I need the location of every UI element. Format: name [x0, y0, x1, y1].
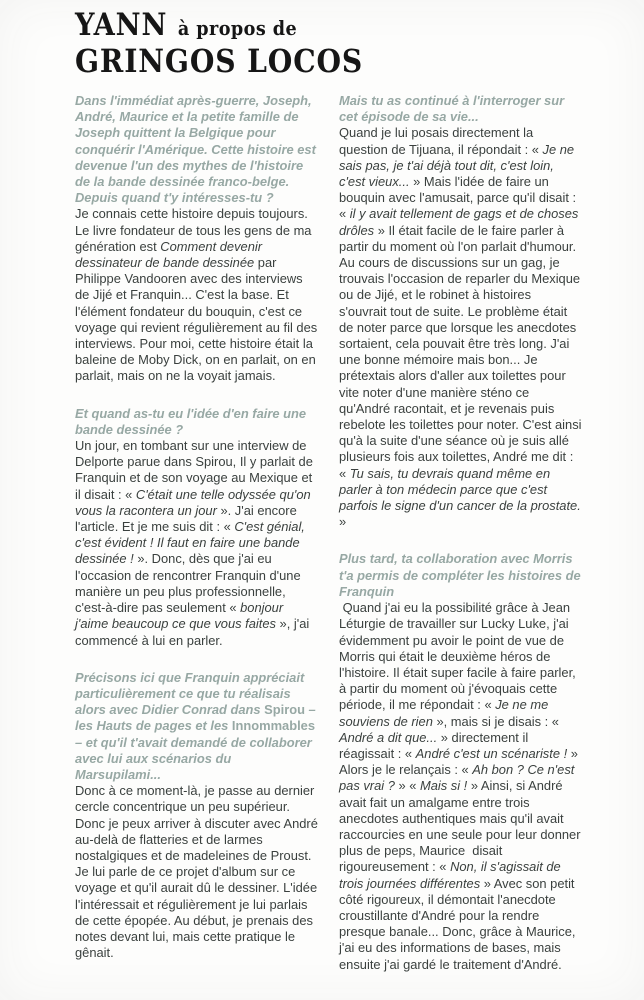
column-right: [339, 93, 586, 994]
qa-section: [75, 93, 321, 385]
article-title: [75, 7, 582, 80]
question-text: Mais tu as continué à l'interroger sur cet épisode de sa vie...: [339, 93, 568, 125]
answer-text: Je connais cette histoire depuis toujours. Le livre fondateur de tous les gens de ma génération est Comment devenir dessinateur de bande dessinée par Philippe Vandooren avec des interviews de Jijé et Franquin... C'est la base. Et l'élément fondateur du bouquin, c'est ce voyage qui revient régulièrement au fil des interviews. Pour moi, cette histoire était la baleine de Moby Dick, on en parlait, on en parlait, mais on ne la voyait jamais.: [75, 206, 321, 384]
work-title: GRINGOS LOCOS: [75, 42, 364, 80]
question-text: Plus tard, ta collaboration avec Morris t'a permis de compléter les histoires de Franquin: [339, 551, 585, 599]
title-line-1: [75, 7, 521, 43]
question-text: Dans l'immédiat après-guerre, Joseph, André, Maurice et la petite famille de Joseph quittent la Belgique pour conquérir l'Amérique. Cette histoire est devenue l'un des mythes de l'histoire de la bande dessinée franco-belge. Depuis quand t'y intéresses-tu ?: [75, 93, 320, 206]
qa-section: [339, 93, 586, 530]
interview-columns: [75, 93, 586, 994]
title-connector: à propos de: [177, 16, 298, 40]
interviewee-name: YANN: [75, 7, 168, 43]
qa-section: [75, 669, 322, 962]
question-text: Précisons ici que Franquin appréciait particulièrement ce que tu réalisais alors avec Didier Conrad dans Spirou – les Hauts de pages et les Innommables – et qu'il t'avait demandé de collaborer avec lui aux scénarios du Marsupilami...: [75, 669, 320, 782]
qa-section: [75, 406, 318, 649]
answer-text: Quand j'ai eu la possibilité grâce à Jean Léturgie de travailler sur Lucky Luke, j'ai évidemment pu avoir le point de vue de Morris qui était le deuxième héros de l'histoire. Il était super facile à faire parler, à partir du moment où j'évoquais cette période, il me répondait : « Je ne me souviens de rien », mais si je disais : « André a dit que... » directement il réagissait : « André c'est un scénariste ! » Alors je le relançais : « Ah bon ? Ce n'est pas vrai ? » « Mais si ! » Ainsi, si André avait fait un amalgame entre trois anecdotes authentiques mais qu'il avait raccourcies en une seule pour leur donner plus de peps, Maurice disait rigoureusement : « Non, il s'agissait de trois journées différentes » Avec son petit côté rigoureux, il démontait l'anecdote croustillante d'André pour la rendre presque banale... Donc, grâce à Maurice, j'ai eu des informations de bases, mais ensuite j'ai gardé le traitement d'André.: [339, 600, 585, 972]
question-text: Et quand as-tu eu l'idée d'en faire une bande dessinée ?: [75, 405, 310, 437]
answer-text: Donc à ce moment-là, je passe au dernier cercle concentrique un peu supérieur. Donc je peux arriver à discuter avec André au-delà de flatteries et de larmes nostalgiques et de madeleines de Proust. Je lui parle de ce projet d'album sur ce voyage et qu'il aurait dû le dessiner. L'idée l'intéressait et régulièrement je lui parlais de cette épopée. Au début, je prenais des notes devant lui, mais cette pratique le gênait.: [75, 783, 322, 961]
column-left: [75, 93, 322, 994]
qa-section: [339, 551, 585, 972]
answer-text: Quand je lui posais directement la question de Tijuana, il répondait : « Je ne sais pas, je t'ai déjà tout dit, c'est loin, c'est vieux... » Mais l'idée de faire un bouquin avec l'amusait, parce qu'il disait : « il y avait tellement de gags et de choses drôles » Il était facile de le faire parler à partir du moment où l'on parlait d'humour. Au cours de discussions sur un gag, je trouvais l'occasion de reparler du Mexique ou de Jijé, et le robinet à histoires s'ouvrait tout de suite. Le problème était de noter parce que lorsque les anecdotes sortaient, cela pouvait être très long. J'ai une bonne mémoire mais bon... Je prétextais alors d'aller aux toilettes pour vite noter d'une manière sténo ce qu'André racontait, et je revenais puis rebelote les toilettes pour noter. C'est ainsi qu'à la suite d'une séance où je suis allé plusieurs fois aux toilettes, André me dit : « Tu sais, tu devrais quand même en parler à ton médecin parce que c'est parfois le signe d'un cancer de la prostate. »: [339, 125, 586, 530]
answer-text: Un jour, en tombant sur une interview de Delporte parue dans Spirou, Il y parlait de Franquin et de son voyage au Mexique et il disait : « C'était une telle odyssée qu'on vous la racontera un jour ». J'ai encore l'article. Et je me suis dit : « C'est génial, c'est évident ! Il faut en faire une bande dessinée ! ». Donc, dès que j'ai eu l'occasion de rencontrer Franquin d'une manière un peu plus professionnelle, c'est-à-dire pas seulement « bonjour j'aime beaucoup ce que vous faites », j'ai commencé à lui en parler.: [75, 438, 317, 648]
